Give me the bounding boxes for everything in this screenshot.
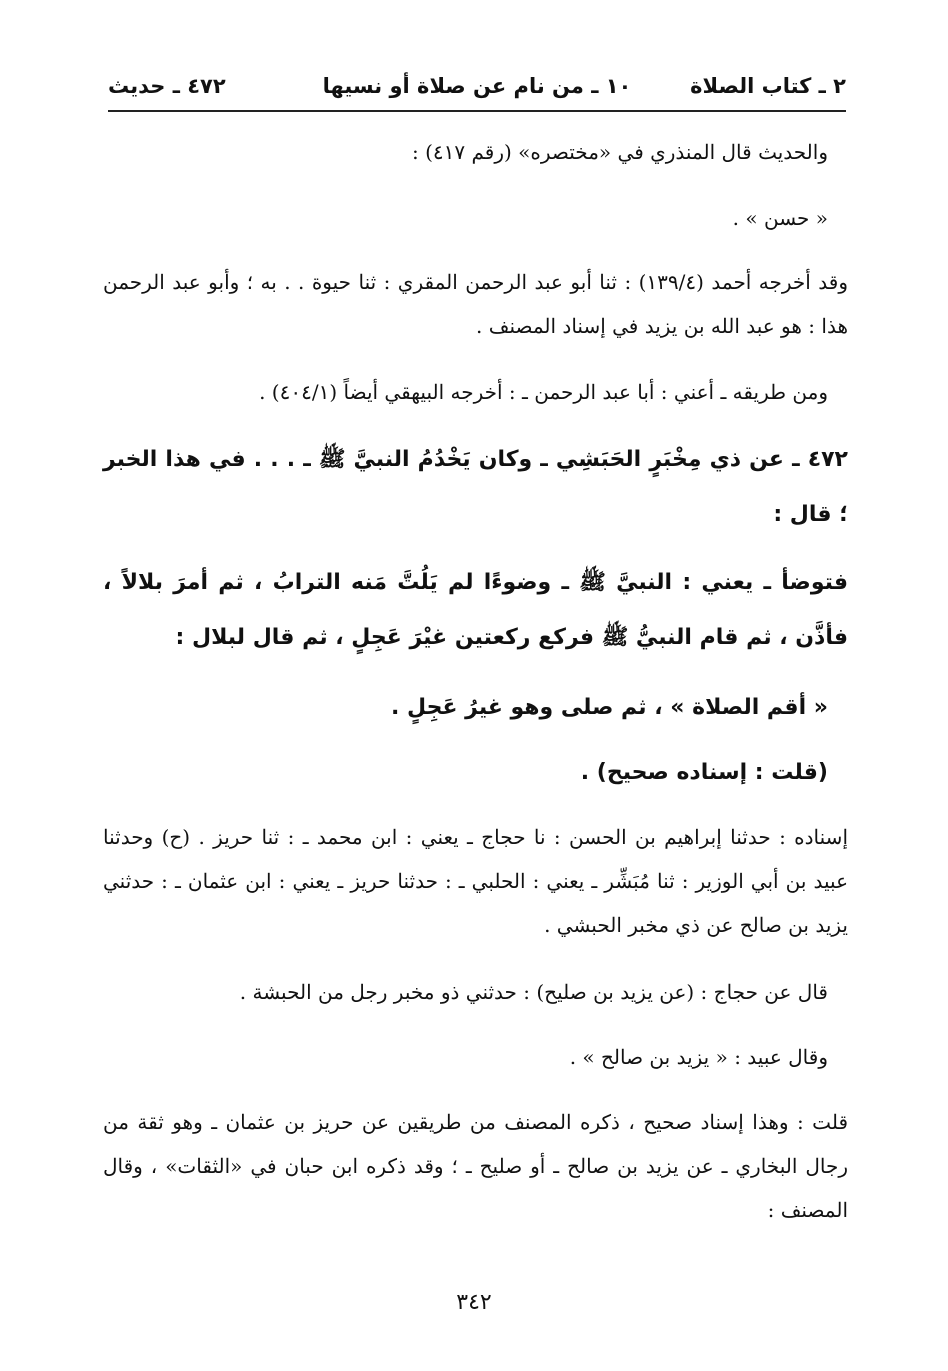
- running-header: [108, 74, 846, 106]
- hadith-quote: « أقم الصلاة » ، ثم صلى وهو غيرُ عَجِلٍ .: [390, 695, 828, 720]
- grading: (قلت : إسناده صحيح) .: [580, 760, 828, 785]
- paragraph-10: قال عن حجاج : (عن يزيد بن صليح) : حدثني ذو مخبر رجل من الحبشة .: [239, 980, 828, 1004]
- paragraph-12: قلت : وهذا إسناد صحيح ، ذكره المصنف من طريقين عن حريز بن عثمان ـ وهو ثقة من رجال البخاري ـ عن يزيد بن صالح ـ أو صليح ـ ؛ وقد ذكره ابن حبان في «الثقات» ، وقال المصنف :: [103, 1110, 848, 1222]
- header-rule: [108, 110, 846, 112]
- hadith-heading: ٤٧٢ ـ عن ذي مِخْبَرٍ الحَبَشِي ـ وكان يَخْدُمُ النبيَّ ﷺ ـ . . . في هذا الخبر ؛ قال :: [103, 447, 848, 527]
- header-chapter-title: ١٠ ـ من نام عن صلاة أو نسيها: [322, 74, 632, 98]
- paragraph-4: ومن طريقه ـ أعني : أبا عبد الرحمن ـ : أخرجه البيهقي أيضاً (٤٠٤/١) .: [259, 380, 828, 404]
- isnad-paragraph: إسناده : حدثنا إبراهيم بن الحسن : نا حجاج ـ يعني : ابن محمد ـ : ثنا حريز . (ح) وحدثنا عبيد بن أبي الوزير : ثنا مُبَشِّر ـ يعني : الحلبي ـ : حدثنا حريز ـ يعني : ابن عثمان ـ : حدثني يزيد بن صالح عن ذي مخبر الحبشي .: [103, 825, 848, 937]
- page-number: ٣٤٢: [456, 1290, 492, 1315]
- paragraph-2: « حسن » .: [732, 206, 828, 230]
- paragraph-11: وقال عبيد : « يزيد بن صالح » .: [569, 1045, 828, 1069]
- header-hadith-number: ٤٧٢ ـ حديث: [108, 74, 226, 98]
- paragraph-3: وقد أخرجه أحمد (١٣٩/٤) : ثنا أبو عبد الرحمن المقري : ثنا حيوة . . به ؛ وأبو عبد الرحمن هذا : هو عبد الله بن يزيد في إسناد المصنف .: [103, 270, 848, 338]
- paragraph-1: والحديث قال المنذري في «مختصره» (رقم ٤١٧) :: [411, 140, 828, 164]
- header-book-title: ٢ ـ كتاب الصلاة: [690, 74, 846, 98]
- hadith-text: فتوضأ ـ يعني : النبيَّ ﷺ ـ وضوءًا لم يَلُتَّ مَنه الترابُ ، ثم أمرَ بلالاً ، فأذَّن ، ثم قام النبيُّ ﷺ فركع ركعتين غيْرَ عَجِلٍ ، ثم قال لبلال :: [103, 570, 848, 650]
